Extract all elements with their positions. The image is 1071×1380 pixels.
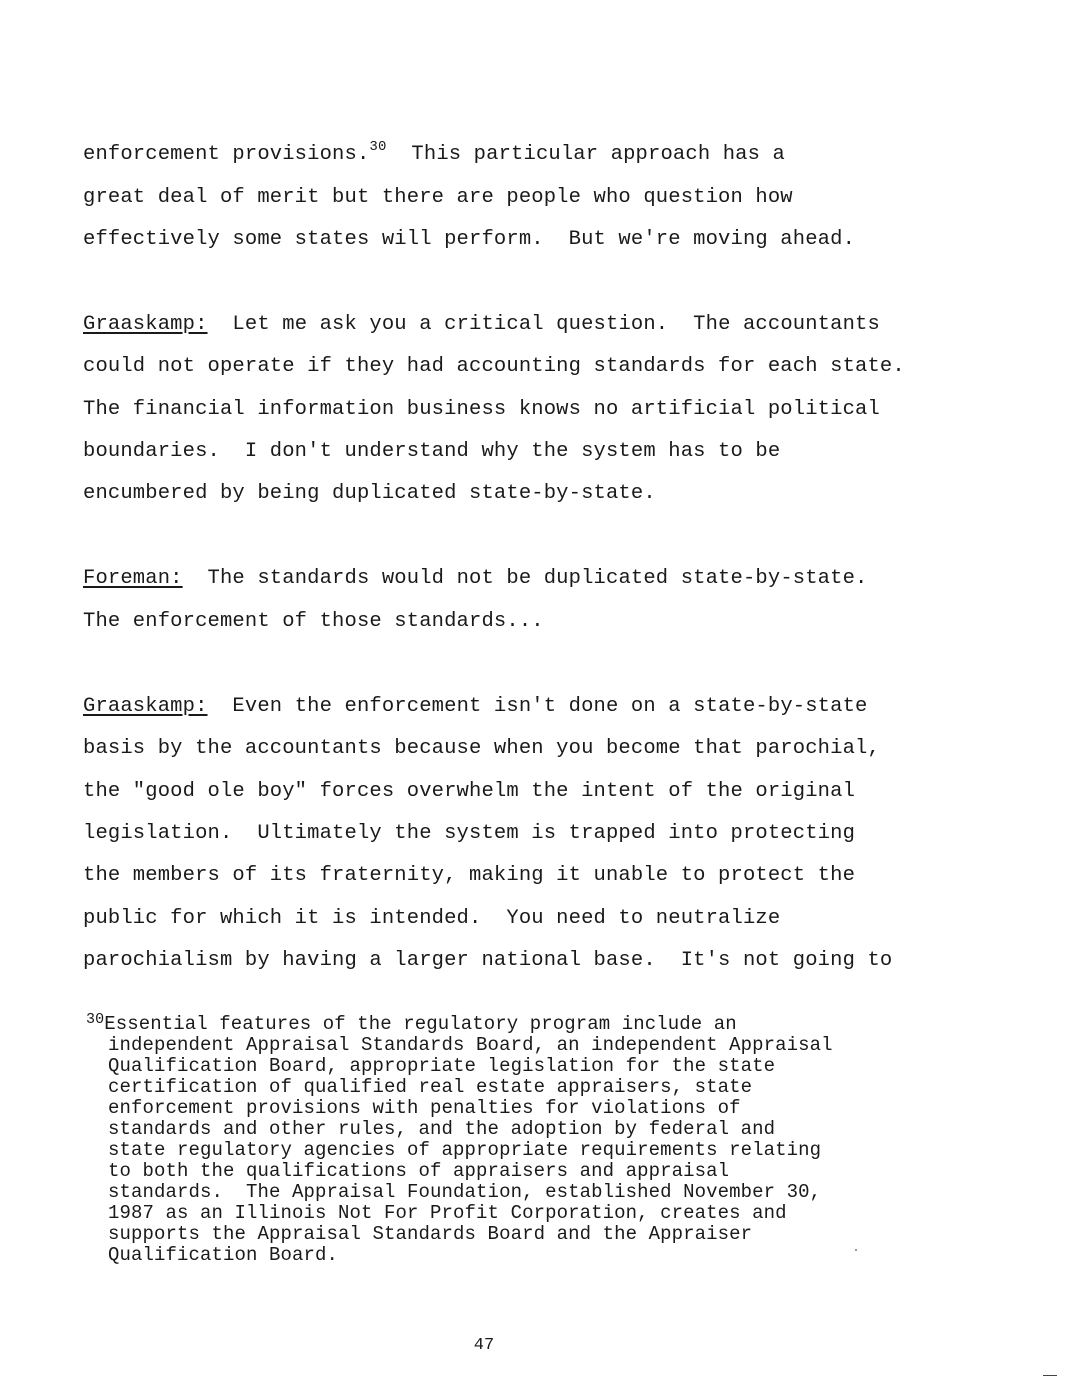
body-line: great deal of merit but there are people who question how <box>83 186 793 209</box>
body-text: enforcement provisions. <box>83 143 370 166</box>
footnote-line: 1987 as an Illinois Not For Profit Corporation, creates and <box>108 1202 787 1224</box>
body-line: The financial information business knows no artificial political <box>83 398 880 421</box>
body-line: The enforcement of those standards... <box>83 610 544 633</box>
footnote-text: Essential features of the regulatory program include an <box>104 1013 737 1035</box>
body-line: parochialism by having a larger national base. It's not going to <box>83 949 893 972</box>
body-text: This particular approach has a <box>386 143 785 166</box>
footnote-line: independent Appraisal Standards Board, an independent Appraisal <box>108 1034 833 1056</box>
scan-speck <box>855 1249 857 1251</box>
footnote-line: state regulatory agencies of appropriate requirements relating <box>108 1139 822 1161</box>
footnote-marker: 30 <box>86 1011 105 1028</box>
body-line <box>83 313 880 337</box>
body-line: legislation. Ultimately the system is trapped into protecting <box>83 822 856 845</box>
body-line: basis by the accountants because when you become that parochial, <box>83 737 880 760</box>
footnote-line: standards and other rules, and the adoption by federal and <box>108 1118 776 1140</box>
body-line: public for which it is intended. You need to neutralize <box>83 907 781 930</box>
footnote-line: standards. The Appraisal Foundation, established November 30, <box>108 1181 822 1203</box>
scan-corner-mark <box>1043 1375 1057 1376</box>
body-line <box>83 695 868 719</box>
body-line: the "good ole boy" forces overwhelm the intent of the original <box>83 780 856 803</box>
footnote-line: supports the Appraisal Standards Board and the Appraiser <box>108 1223 753 1245</box>
body-text: Even the enforcement isn't done on a state-by-state <box>207 695 868 718</box>
footnote-line: Qualification Board, appropriate legislation for the state <box>108 1055 776 1077</box>
body-line: the members of its fraternity, making it unable to protect the <box>83 864 856 887</box>
body-line: boundaries. I don't understand why the system has to be <box>83 440 781 463</box>
speaker-label: Foreman: <box>83 567 183 590</box>
body-line <box>83 139 785 168</box>
body-text: Let me ask you a critical question. The accountants <box>207 313 880 336</box>
body-line: effectively some states will perform. But we're moving ahead. <box>83 228 856 251</box>
footnote-line: Qualification Board. <box>108 1244 339 1266</box>
footnote-line: enforcement provisions with penalties for violations of <box>108 1097 741 1119</box>
page-number: 47 <box>473 1336 495 1355</box>
body-text: The standards would not be duplicated state-by-state. <box>182 567 868 590</box>
speaker-label: Graaskamp: <box>83 695 208 718</box>
body-line: encumbered by being duplicated state-by-state. <box>83 482 656 505</box>
footnote-line: certification of qualified real estate appraisers, state <box>108 1076 753 1098</box>
footnote-reference: 30 <box>369 139 387 155</box>
footnote-line <box>86 1011 737 1036</box>
speaker-label: Graaskamp: <box>83 313 208 336</box>
body-line: could not operate if they had accounting standards for each state. <box>83 355 905 378</box>
footnote-line: to both the qualifications of appraisers and appraisal <box>108 1160 730 1182</box>
body-line <box>83 567 868 591</box>
